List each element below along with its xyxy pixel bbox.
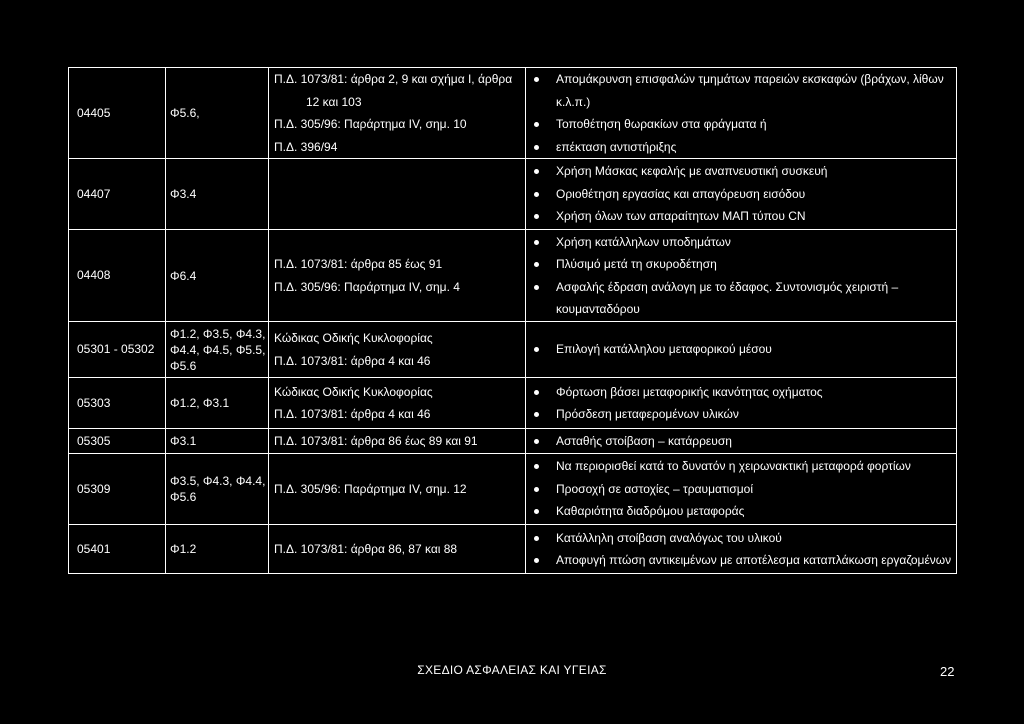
list-item: Ασταθής στοίβαση – κατάρρευση [534,430,956,453]
list-item: Τοποθέτηση θωρακίων στα φράγματα ή [534,113,956,136]
safety-measures-table [68,67,957,574]
list-item: Χρήση κατάλληλων υποδημάτων [534,231,956,254]
measures-cell [526,322,957,378]
table-row [69,159,957,230]
measures-cell [526,230,957,322]
code-cell: 05301 - 05302 [69,322,166,378]
table-row [69,525,957,574]
phase-cell: Φ3.1 [166,429,269,454]
list-item: Πρόσδεση μεταφερομένων υλικών [534,403,956,426]
list-item: Κατάλληλη στοίβαση αναλόγως του υλικού [534,527,956,550]
code-cell: 05309 [69,454,166,525]
table-row [69,68,957,159]
phase-cell: Φ5.6, [166,68,269,159]
code-cell: 04407 [69,159,166,230]
phase-cell: Φ3.5, Φ4.3, Φ4.4, Φ5.6 [166,454,269,525]
law-cell [269,159,526,230]
code-cell: 05303 [69,378,166,429]
list-item: Καθαριότητα διαδρόμου μεταφοράς [534,500,956,523]
list-item: επέκταση αντιστήριξης [534,136,956,159]
list-item: Απομάκρυνση επισφαλών τμημάτων παρειών εκσκαφών (βράχων, λίθων [534,68,956,91]
list-item: Προσοχή σε αστοχίες – τραυματισμοί [534,478,956,501]
list-item: Ασφαλής έδραση ανάλογη με το έδαφος. Συντονισμός χειριστή – κουμανταδόρου [534,276,956,321]
phase-cell: Φ6.4 [166,230,269,322]
measures-cell [526,429,957,454]
measures-cell [526,159,957,230]
list-item: Επιλογή κατάλληλου μεταφορικού μέσου [534,338,956,361]
measures-cell [526,454,957,525]
measures-cell [526,68,957,159]
phase-cell: Φ3.4 [166,159,269,230]
code-cell: 04405 [69,68,166,159]
law-cell: Π.Δ. 1073/81: άρθρα 85 έως 91 Π.Δ. 305/96: Παράρτημα IV, σημ. 4 [269,230,526,322]
measures-cell [526,525,957,574]
law-cell: Π.Δ. 1073/81: άρθρα 86 έως 89 και 91 [269,429,526,454]
table-row [69,454,957,525]
law-cell: Κώδικας Οδικής Κυκλοφορίας Π.Δ. 1073/81: άρθρα 4 και 46 [269,322,526,378]
list-item: Πλύσιμό μετά τη σκυροδέτηση [534,253,956,276]
code-cell: 05401 [69,525,166,574]
law-cell: Π.Δ. 305/96: Παράρτημα IV, σημ. 12 [269,454,526,525]
phase-cell: Φ1.2 [166,525,269,574]
footer-title: ΣΧΕΔΙΟ ΑΣΦΑΛΕΙΑΣ ΚΑΙ ΥΓΕΙΑΣ [417,663,607,677]
list-item: Οριοθέτηση εργασίας και απαγόρευση εισόδου [534,183,956,206]
page-number: 22 [940,664,955,679]
list-item: Να περιορισθεί κατά το δυνατόν η χειρωνακτική μεταφορά φορτίων [534,455,956,478]
phase-cell: Φ1.2, Φ3.5, Φ4.3, Φ4.4, Φ4.5, Φ5.5, Φ5.6 [166,322,269,378]
phase-cell: Φ1.2, Φ3.1 [166,378,269,429]
list-item: Φόρτωση βάσει μεταφορικής ικανότητας οχήματος [534,381,956,404]
list-item: Χρήση Μάσκας κεφαλής με αναπνευστική συσκευή [534,160,956,183]
law-cell: Π.Δ. 1073/81: άρθρα 86, 87 και 88 [269,525,526,574]
list-item: Αποφυγή πτώση αντικειμένων με αποτέλεσμα καταπλάκωση εργαζομένων [534,549,956,572]
measures-cell [526,378,957,429]
list-item: Χρήση όλων των απαραίτητων ΜΑΠ τύπου CN [534,205,956,228]
table-row [69,429,957,454]
law-cell: Κώδικας Οδικής Κυκλοφορίας Π.Δ. 1073/81: άρθρα 4 και 46 [269,378,526,429]
table-row [69,322,957,378]
table-row [69,230,957,322]
code-cell: 05305 [69,429,166,454]
code-cell: 04408 [69,230,166,322]
law-cell: Π.Δ. 1073/81: άρθρα 2, 9 και σχήμα Ι, άρθρα 12 και 103 Π.Δ. 305/96: Παράρτημα IV, σημ. 10 Π.Δ. 396/94 [269,68,526,159]
list-item-continuation: κ.λ.π.) [556,94,591,109]
table-row [69,378,957,429]
